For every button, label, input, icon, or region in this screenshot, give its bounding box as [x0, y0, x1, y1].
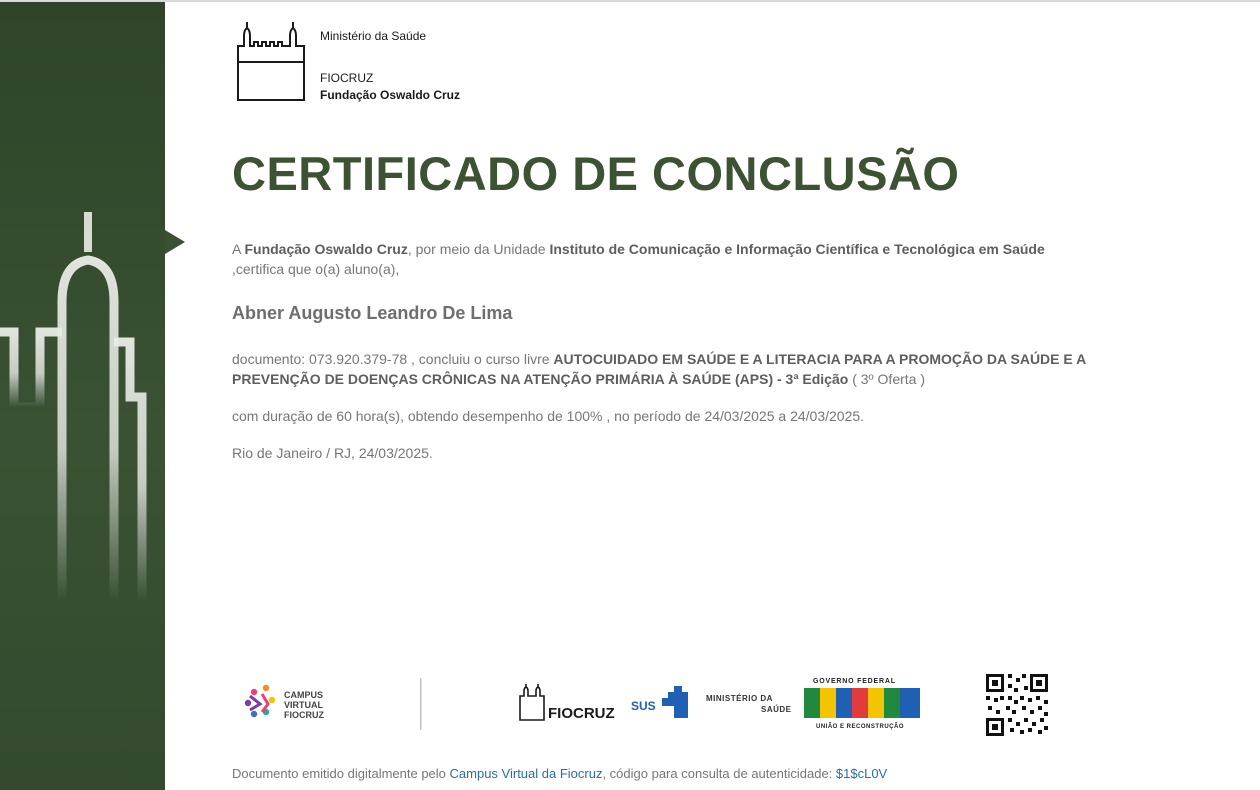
footer-logos: [240, 670, 1060, 746]
fiocruz-header-logo: [234, 22, 494, 106]
duration-text: com duração de 60 hora(s), obtendo desempenho de 100% , no período de 24/03/2025 a 24/03/2025.: [232, 408, 865, 424]
place-date: Rio de Janeiro / RJ, 24/03/2025.: [232, 445, 433, 461]
campus-label-3: FIOCRUZ: [284, 710, 324, 720]
intro-mid: , por meio da Unidade: [407, 241, 550, 257]
intro-paragraph: [232, 239, 1072, 279]
campus-label-1: CAMPUS: [284, 690, 324, 700]
sus-cross-icon: [662, 686, 688, 718]
ministry-footer-label-2: SAÚDE: [761, 705, 792, 714]
fiocruz-footer-label: FIOCRUZ: [548, 705, 615, 722]
org-short-label: FIOCRUZ: [320, 71, 374, 85]
course-name: AUTOCUIDADO EM SAÚDE E A LITERACIA PARA A PROMOÇÃO DA SAÚDE E A PREVENÇÃO DE DOENÇAS CRÔNICAS NA ATENÇÃO PRIMÁRIA À SAÚDE (APS) - 3ª Edição: [232, 351, 1086, 387]
sus-label: SUS: [631, 699, 656, 713]
footer-note: [232, 766, 887, 781]
footer-note-mid: , código para consulta de autenticidade:: [602, 766, 836, 781]
campus-virtual-link[interactable]: Campus Virtual da Fiocruz: [449, 766, 603, 781]
qr-code-icon: [986, 674, 1048, 736]
castle-silhouette-icon: [0, 2, 165, 790]
fiocruz-castle-icon: [234, 22, 308, 102]
gov-bottom-label: UNIÃO E RECONSTRUÇÃO: [816, 724, 905, 730]
certificate-title: CERTIFICADO DE CONCLUSÃO: [232, 147, 960, 200]
gov-top-label: GOVERNO FEDERAL: [813, 678, 896, 685]
authenticity-code-link[interactable]: $1$cL0V: [835, 766, 888, 781]
sidebar-notch: [165, 230, 185, 254]
ministry-footer-label-1: MINISTÉRIO DA: [706, 694, 773, 703]
campus-label-2: VIRTUAL: [284, 700, 323, 710]
document-label: documento: 073.920.379-78 , concluiu o curso livre: [232, 351, 554, 367]
campus-virtual-logo-icon: [245, 685, 275, 717]
student-name: Abner Augusto Leandro De Lima: [232, 303, 513, 323]
course-offer: ( 3º Oferta ): [848, 371, 925, 387]
org-full-label: Fundação Oswaldo Cruz: [320, 88, 461, 102]
top-border: [0, 0, 1260, 2]
ministry-label: Ministério da Saúde: [320, 29, 427, 43]
intro-suffix: ,certifica que o(a) aluno(a),: [232, 261, 400, 277]
course-paragraph: [232, 349, 1162, 389]
sidebar-banner: [0, 2, 165, 790]
intro-org: Fundação Oswaldo Cruz: [244, 241, 408, 257]
intro-prefix: A: [232, 241, 245, 257]
intro-unit: Instituto de Comunicação e Informação Científica e Tecnológica em Saúde: [549, 241, 1045, 257]
footer-divider: [420, 678, 422, 730]
fiocruz-footer-castle-icon: [520, 684, 544, 720]
footer-note-prefix: Documento emitido digitalmente pelo: [232, 766, 450, 781]
